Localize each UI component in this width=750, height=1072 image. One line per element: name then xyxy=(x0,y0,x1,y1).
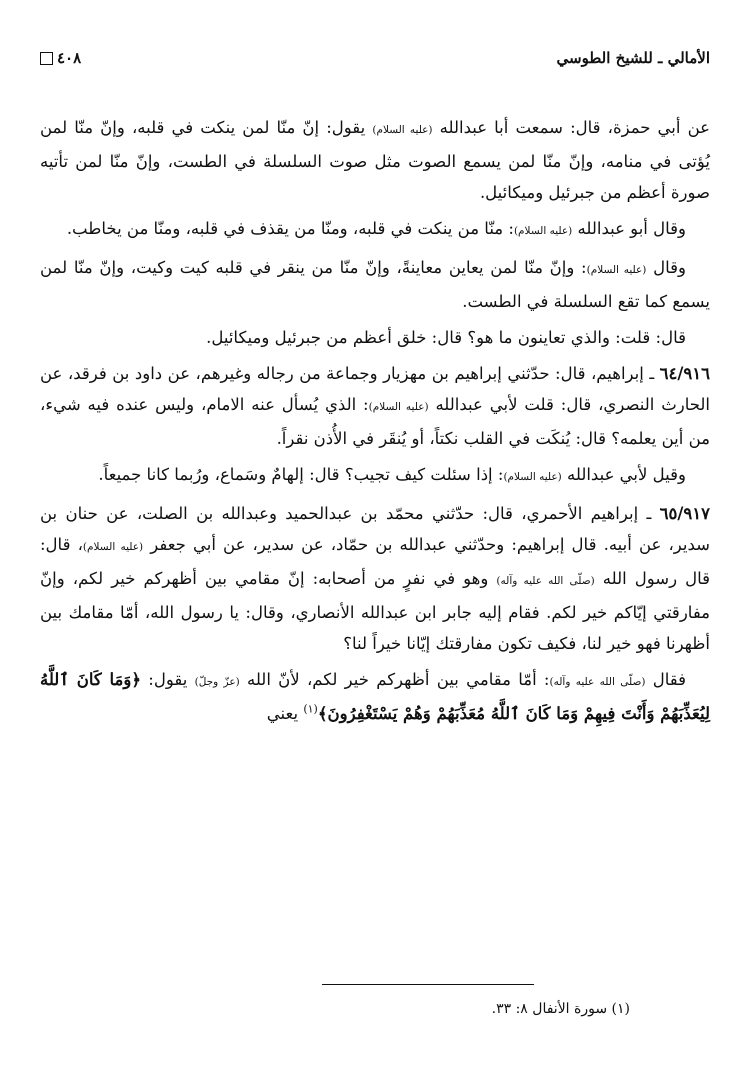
page-number-value: ٤٠٨ xyxy=(57,49,82,67)
hadith-paragraph: ٦٤/٩١٦ ـ إبراهيم، قال: حدّثني إبراهيم بن مهزيار وجماعة من رجاله وغيرهم، عن داود بن فرقد، عن الحارث النصري، قال: قلت لأبي عبدالله (عليه السلام): الذي يُسأل عنه الامام، وليس عنده فيه شيء، من أين يعلمه؟ قال: يُنكَت في القلب نكتاً، أو يُنقَر في الأُذن نقراً. xyxy=(40,364,710,448)
square-ornament-icon xyxy=(40,52,53,65)
salutation: (عليه السلام) xyxy=(368,401,429,413)
salutation: (عليه السلام) xyxy=(503,471,562,483)
footnote-reference: (١) xyxy=(303,702,318,716)
paragraph: فقال (صلّى الله عليه وآله): أمّا مقامي بين أظهركم خير لكم، لأنّ الله (عزّ وجلّ) يقول: ﴿وَمَا كَانَ ٱللَّهُ لِيُعَذِّبَهُمْ وَأَنْتَ فِيهِمْ وَمَا كَانَ ٱللَّهُ مُعَذِّبَهُمْ وَهُمْ يَسْتَغْفِرُونَ﴾$^{(١)}$ يعني xyxy=(40,670,710,723)
hadith-number: ٦٤/٩١٦ xyxy=(659,364,710,383)
footnote-divider xyxy=(322,984,534,985)
salutation: (عزّ وجلّ) xyxy=(194,676,240,688)
paragraph: وقيل لأبي عبدالله (عليه السلام): إذا سئلت كيف تجيب؟ قال: إلهامٌ وسَماع، ورُبما كانا جميعاً. xyxy=(98,465,686,484)
salutation: (عليه السلام) xyxy=(586,264,647,276)
page-header xyxy=(40,40,710,76)
page-number xyxy=(40,49,81,67)
salutation: (عليه السلام) xyxy=(82,541,144,553)
salutation: (عليه السلام) xyxy=(372,124,433,136)
paragraph: قال: قلت: والذي تعاينون ما هو؟ قال: خلق أعظم من جبرئيل وميكائيل. xyxy=(206,328,686,347)
paragraph: عن أبي حمزة، قال: سمعت أبا عبدالله (عليه السلام) يقول: إنّ منّا لمن ينكت في قلبه، وإنّ منّا لمن يُؤتى في منامه، وإنّ منّا لمن يسمع الصوت مثل صوت السلسلة في الطست، وإنّ منّا لمن تأتيه صورة أعظم من جبرئيل وميكائيل. xyxy=(40,118,710,202)
salutation: (عليه السلام) xyxy=(513,225,573,237)
paragraph: وقال أبو عبدالله (عليه السلام): منّا من ينكت في قلبه، ومنّا من يقذف في قلبه، ومنّا من يخاطب. xyxy=(66,219,686,238)
salutation: (صلّى الله عليه وآله) xyxy=(496,575,595,587)
hadith-paragraph: ٦٥/٩١٧ ـ إبراهيم الأحمري، قال: حدّثني محمّد بن عبدالحميد وعبدالله بن الصلت، عن حنان بن سدير، عن أبيه. قال إبراهيم: وحدّثني عبدالله بن حمّاد، عن سدير، عن أبي جعفر (عليه السلام)، قال: قال رسول الله (صلّى الله عليه وآله) وهو في نفرٍ من أصحابه: إنّ مقامي بين أظهركم خير لكم، وإنّ مفارقتي إيّاكم خير لكم. فقام إليه جابر ابن عبدالله الأنصاري، وقال: يا رسول الله، أمّا مقامك بين أظهرنا فهو خير لنا، فكيف تكون مفارقتك إيّانا خيراً لنا؟ xyxy=(40,504,710,653)
running-title: الأمالي ـ للشيخ الطوسي xyxy=(556,49,710,67)
hadith-number: ٦٥/٩١٧ xyxy=(659,504,710,523)
paragraph: وقال (عليه السلام): وإنّ منّا لمن يعاين معاينةً، وإنّ منّا من ينقر في قلبه كيت وكيت، وإنّ منّا لمن يسمع كما تقع السلسلة في الطست. xyxy=(40,258,710,311)
salutation: (صلّى الله عليه وآله) xyxy=(549,676,646,688)
quran-verse: ﴿وَمَا كَانَ ٱللَّهُ لِيُعَذِّبَهُمْ وَأَنْتَ فِيهِمْ وَمَا كَانَ ٱللَّهُ مُعَذِّبَهُمْ وَهُمْ يَسْتَغْفِرُونَ﴾ xyxy=(40,670,710,723)
footnote: (١) سورة الأنفال ٨: ٣٣. xyxy=(491,1001,630,1017)
body-text xyxy=(40,112,710,734)
